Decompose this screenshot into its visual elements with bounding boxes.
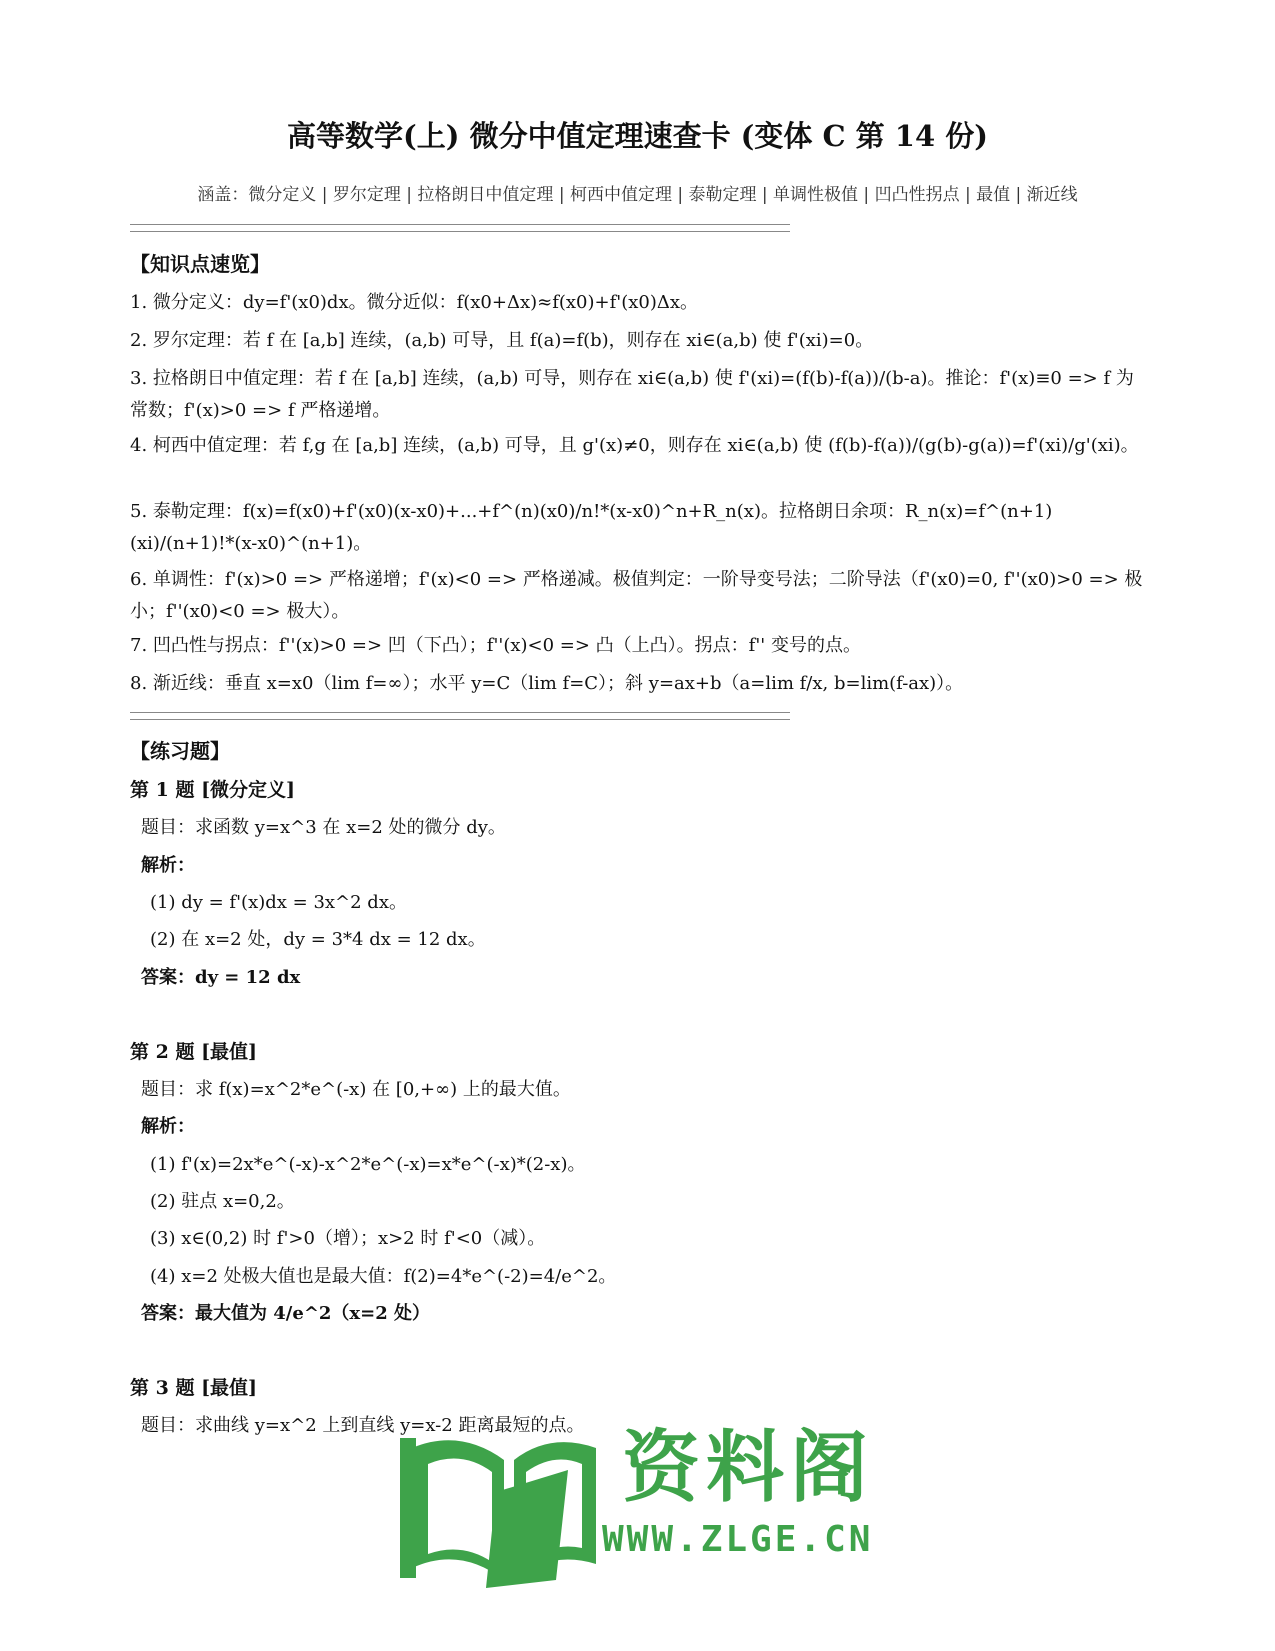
question-1-heading: 第 1 题 [微分定义] — [130, 779, 296, 801]
question-2-step-4: (4) x=2 处极大值也是最大值：f(2)=4*e^(-2)=4/e^2。 — [150, 1266, 617, 1287]
question-1-answer: 答案：dy = 12 dx — [141, 967, 301, 988]
page-subtitle: 涵盖：微分定义 | 罗尔定理 | 拉格朗日中值定理 | 柯西中值定理 | 泰勒定理 | 单调性极值 | 凹凸性拐点 | 最值 | 渐近线 — [197, 185, 1078, 205]
knowledge-item-4: 4. 柯西中值定理：若 f,g 在 [a,b] 连续，(a,b) 可导，且 g'(x)≠0，则存在 xi∈(a,b) 使 (f(b)-f(a))/(g(b)-g(a))=f'(xi)/g'(xi)。 — [130, 435, 1139, 456]
knowledge-item-2: 2. 罗尔定理：若 f 在 [a,b] 连续，(a,b) 可导，且 f(a)=f(b)，则存在 xi∈(a,b) 使 f'(xi)=0。 — [130, 330, 874, 351]
knowledge-item-6: 6. 单调性：f'(x)>0 => 严格递增；f'(x)<0 => 严格递减。极值判定：一阶导变号法；二阶导法（f'(x0)=0, f''(x0)>0 => 极小；f''(x0)<0 => 极大）。 — [130, 569, 1143, 622]
question-1-step-1: (1) dy = f'(x)dx = 3x^2 dx。 — [150, 892, 407, 913]
question-3-heading: 第 3 题 [最值] — [130, 1377, 258, 1399]
watermark-logo — [400, 1418, 890, 1598]
watermark-brand: 资料阁 — [622, 1423, 875, 1513]
section-heading-practice: 【练习题】 — [130, 739, 230, 763]
page-title: 高等数学(上) 微分中值定理速查卡 (变体 C 第 14 份) — [287, 119, 988, 153]
open-book-icon — [400, 1418, 620, 1598]
divider-top — [130, 224, 790, 232]
knowledge-item-1: 1. 微分定义：dy=f'(x0)dx。微分近似：f(x0+Δx)≈f(x0)+f'(x0)Δx。 — [130, 292, 699, 313]
knowledge-item-8: 8. 渐近线：垂直 x=x0（lim f=∞）；水平 y=C（lim f=C）；斜 y=ax+b（a=lim f/x, b=lim(f-ax)）。 — [130, 673, 964, 694]
question-3-text: 题目：求曲线 y=x^2 上到直线 y=x-2 距离最短的点。 — [141, 1415, 585, 1436]
question-2-step-3: (3) x∈(0,2) 时 f'>0（增）；x>2 时 f'<0（减）。 — [150, 1228, 546, 1249]
knowledge-item-5: 5. 泰勒定理：f(x)=f(x0)+f'(x0)(x-x0)+...+f^(n)(x0)/n!*(x-x0)^n+R_n(x)。拉格朗日余项：R_n(x)=f^(n+1)(xi)/(n+1)!*(x-x0)^(n+1)。 — [130, 501, 1053, 554]
question-2-step-1: (1) f'(x)=2x*e^(-x)-x^2*e^(-x)=x*e^(-x)*(2-x)。 — [150, 1154, 586, 1175]
question-1-step-2: (2) 在 x=2 处，dy = 3*4 dx = 12 dx。 — [150, 929, 486, 950]
question-1-analysis-label: 解析： — [141, 855, 195, 876]
divider-middle — [130, 712, 790, 720]
question-2-answer: 答案：最大值为 4/e^2（x=2 处） — [141, 1303, 431, 1324]
question-1-text: 题目：求函数 y=x^3 在 x=2 处的微分 dy。 — [141, 817, 506, 838]
watermark-url: WWW.ZLGE.CN — [602, 1519, 874, 1560]
knowledge-item-7: 7. 凹凸性与拐点：f''(x)>0 => 凹（下凸）；f''(x)<0 => 凸（上凸）。拐点：f'' 变号的点。 — [130, 635, 861, 656]
question-2-text: 题目：求 f(x)=x^2*e^(-x) 在 [0,+∞) 上的最大值。 — [141, 1079, 571, 1100]
question-2-step-2: (2) 驻点 x=0,2。 — [150, 1191, 295, 1212]
section-heading-knowledge: 【知识点速览】 — [130, 252, 270, 276]
knowledge-item-3: 3. 拉格朗日中值定理：若 f 在 [a,b] 连续，(a,b) 可导，则存在 xi∈(a,b) 使 f'(xi)=(f(b)-f(a))/(b-a)。推论：f'(x)≡0 => f 为常数；f'(x)>0 => f 严格递增。 — [130, 368, 1134, 421]
question-2-heading: 第 2 题 [最值] — [130, 1041, 258, 1063]
question-2-analysis-label: 解析： — [141, 1116, 195, 1137]
